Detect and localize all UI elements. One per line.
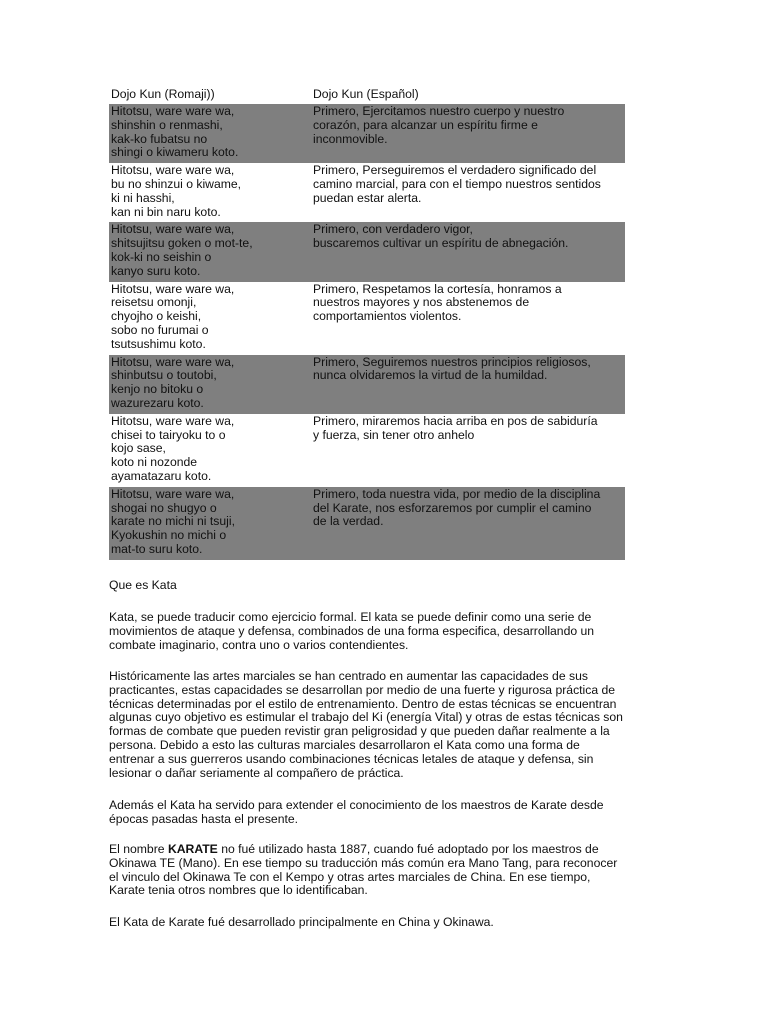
paragraph-line: El Kata de Karate fué desarrollado principalmente en China y Okinawa. bbox=[109, 915, 494, 929]
cell-line: kanyo suru koto. bbox=[111, 263, 201, 278]
paragraph-origin bbox=[109, 916, 654, 930]
cell-line: y fuerza, sin tener otro anhelo bbox=[313, 427, 475, 442]
header-espanol: Dojo Kun (Español) bbox=[313, 87, 419, 101]
cell-line: karate no michi ni tsuji, bbox=[111, 514, 235, 529]
cell-line: de la verdad. bbox=[313, 514, 384, 529]
cell-line: kenjo no bitoku o bbox=[111, 382, 204, 397]
cell-espanol bbox=[311, 222, 625, 281]
karate-bold-word: KARATE bbox=[167, 842, 218, 856]
dojo-kun-table-body bbox=[109, 104, 625, 560]
text-span: no fué utilizado hasta 1887, cuando fué adoptado por los maestros de bbox=[217, 842, 599, 856]
table-row bbox=[109, 222, 625, 281]
cell-line: Hitotsu, ware ware wa, bbox=[111, 486, 235, 501]
cell-line: chyojho o keishi, bbox=[111, 309, 202, 324]
cell-line: shingi o kiwameru koto. bbox=[111, 145, 239, 160]
cell-espanol bbox=[311, 355, 625, 414]
cell-line: mat-to suru koto. bbox=[111, 541, 203, 556]
paragraph-line: practicantes, estas capacidades se desarrollan por medio de una fuerte y rigurosa práctica de bbox=[109, 682, 616, 697]
cell-line: nuestros mayores y nos abstenemos de bbox=[313, 295, 530, 310]
paragraph-line: Kata, se puede traducir como ejercicio formal. El kata se puede definir como una serie de bbox=[109, 610, 592, 624]
cell-romaji bbox=[109, 282, 311, 355]
cell-line: corazón, para alcanzar un espíritu firme e bbox=[313, 117, 538, 132]
cell-line: kak-ko fubatsu no bbox=[111, 131, 208, 146]
cell-line: Primero, Perseguiremos el verdadero significado del bbox=[313, 163, 597, 178]
cell-romaji bbox=[109, 222, 311, 281]
cell-espanol bbox=[311, 104, 625, 163]
cell-line: Primero, con verdadero vigor, bbox=[313, 222, 473, 237]
paragraph-line: el vinculo del Okinawa Te con el Kempo y otras artes marciales de China. En ese tiempo, bbox=[109, 869, 591, 884]
cell-line: Hitotsu, ware ware wa, bbox=[111, 104, 235, 118]
cell-line: inconmovible. bbox=[313, 131, 388, 146]
paragraph-line: Históricamente las artes marciales se han centrado en aumentar las capacidades de sus bbox=[109, 669, 588, 683]
cell-line: shinshin o renmashi, bbox=[111, 117, 223, 132]
dojo-kun-table bbox=[109, 87, 625, 560]
cell-line: Hitotsu, ware ware wa, bbox=[111, 281, 235, 296]
cell-line: Kyokushin no michi o bbox=[111, 528, 227, 543]
cell-espanol bbox=[311, 414, 625, 487]
cell-line: nunca olvidaremos la virtud de la humildad. bbox=[313, 368, 548, 383]
paragraph-line: formas de combate que pueden revistir gran peligrosidad y que pueden dañar realmente a la bbox=[109, 724, 610, 739]
cell-line: koto ni nozonde bbox=[111, 455, 198, 470]
paragraph-line: Okinawa TE (Mano). En ese tiempo su traducción más común era Mano Tang, para reconocer bbox=[109, 855, 618, 870]
cell-line: del Karate, nos esforzaremos por cumplir el camino bbox=[313, 500, 592, 515]
cell-line: Primero, Seguiremos nuestros principios religiosos, bbox=[313, 354, 591, 369]
cell-line: shinbutsu o toutobi, bbox=[111, 368, 217, 383]
cell-line: sobo no furumai o bbox=[111, 322, 209, 337]
cell-line: tsutsushimu koto. bbox=[111, 336, 206, 351]
paragraph-line: movimientos de ataque y defensa, combinados de una forma especifica, desarrollando un bbox=[109, 623, 595, 638]
paragraph-line: persona. Debido a esto las culturas marciales desarrollaron el Kata como una forma de bbox=[109, 737, 580, 752]
paragraph-line: algunas cuyo objetivo es estimular el trabajo del Ki (energía Vital) y otras de estas técnicas son bbox=[109, 710, 623, 725]
table-row bbox=[109, 487, 625, 560]
cell-romaji bbox=[109, 414, 311, 487]
paragraph-karate-name bbox=[109, 843, 654, 898]
cell-line: bu no shinzui o kiwame, bbox=[111, 176, 242, 191]
cell-line: wazurezaru koto. bbox=[111, 395, 204, 410]
paragraph-line: Además el Kata ha servido para extender el conocimiento de los maestros de Karate desde bbox=[109, 798, 604, 812]
cell-line: kojo sase, bbox=[111, 441, 166, 456]
table-row bbox=[109, 163, 625, 222]
cell-line: buscaremos cultivar un espíritu de abnegación. bbox=[313, 236, 569, 251]
table-header-row bbox=[109, 87, 625, 104]
cell-line: Primero, Ejercitamos nuestro cuerpo y nuestro bbox=[313, 104, 565, 118]
cell-line: reisetsu omonji, bbox=[111, 295, 197, 310]
cell-line: puedan estar alerta. bbox=[313, 190, 422, 205]
paragraph-line: lesionar o dañar seriamente al compañero de práctica. bbox=[109, 765, 404, 780]
cell-romaji bbox=[109, 355, 311, 414]
table-row bbox=[109, 282, 625, 355]
cell-line: comportamientos violentos. bbox=[313, 309, 462, 324]
cell-line: shogai no shugyo o bbox=[111, 500, 217, 515]
paragraph-line: técnicas determinadas por el estilo de entrenamiento. Dentro de estas técnicas se encuentran bbox=[109, 696, 617, 711]
cell-line: Primero, miraremos hacia arriba en pos de sabiduría bbox=[313, 413, 598, 428]
paragraph-history bbox=[109, 670, 654, 780]
cell-line: Hitotsu, ware ware wa, bbox=[111, 413, 235, 428]
cell-line: kan ni bin naru koto. bbox=[111, 204, 221, 219]
cell-romaji bbox=[109, 163, 311, 222]
paragraph-kata-definition bbox=[109, 611, 654, 652]
cell-line: kok-ki no seishin o bbox=[111, 249, 212, 264]
cell-romaji bbox=[109, 104, 311, 163]
cell-line: Hitotsu, ware ware wa, bbox=[111, 354, 235, 369]
header-romaji: Dojo Kun (Romaji)) bbox=[111, 87, 215, 101]
paragraph-line: épocas pasadas hasta el presente. bbox=[109, 811, 299, 826]
paragraph-line: Karate tenia otros nombres que lo identificaban. bbox=[109, 883, 368, 898]
paragraph-extension bbox=[109, 799, 654, 827]
cell-line: chisei to tairyoku to o bbox=[111, 427, 226, 442]
cell-romaji bbox=[109, 487, 311, 560]
paragraph-line: combate imaginario, contra uno o varios contendientes. bbox=[109, 637, 409, 652]
paragraph-line bbox=[109, 843, 654, 857]
cell-espanol bbox=[311, 487, 625, 560]
cell-line: shitsujitsu goken o mot-te, bbox=[111, 236, 253, 251]
cell-line: Hitotsu, ware ware wa, bbox=[111, 222, 235, 237]
table-row bbox=[109, 355, 625, 414]
section-title bbox=[109, 579, 654, 593]
cell-espanol bbox=[311, 282, 625, 355]
table-row bbox=[109, 104, 625, 163]
paragraph-line: entrenar a sus guerreros usando combinaciones técnicas letales de ataque y defensa, sin bbox=[109, 751, 594, 766]
cell-line: camino marcial, para con el tiempo nuestros sentidos bbox=[313, 176, 601, 191]
section-title-text: Que es Kata bbox=[109, 578, 177, 592]
cell-line: ki ni hasshi, bbox=[111, 190, 175, 205]
table-row bbox=[109, 414, 625, 487]
cell-line: Primero, Respetamos la cortesía, honramos a bbox=[313, 281, 562, 296]
cell-line: Primero, toda nuestra vida, por medio de la disciplina bbox=[313, 486, 601, 501]
text-span: El nombre bbox=[109, 842, 168, 856]
cell-espanol bbox=[311, 163, 625, 222]
cell-line: Hitotsu, ware ware wa, bbox=[111, 163, 235, 178]
cell-line: ayamatazaru koto. bbox=[111, 468, 212, 483]
